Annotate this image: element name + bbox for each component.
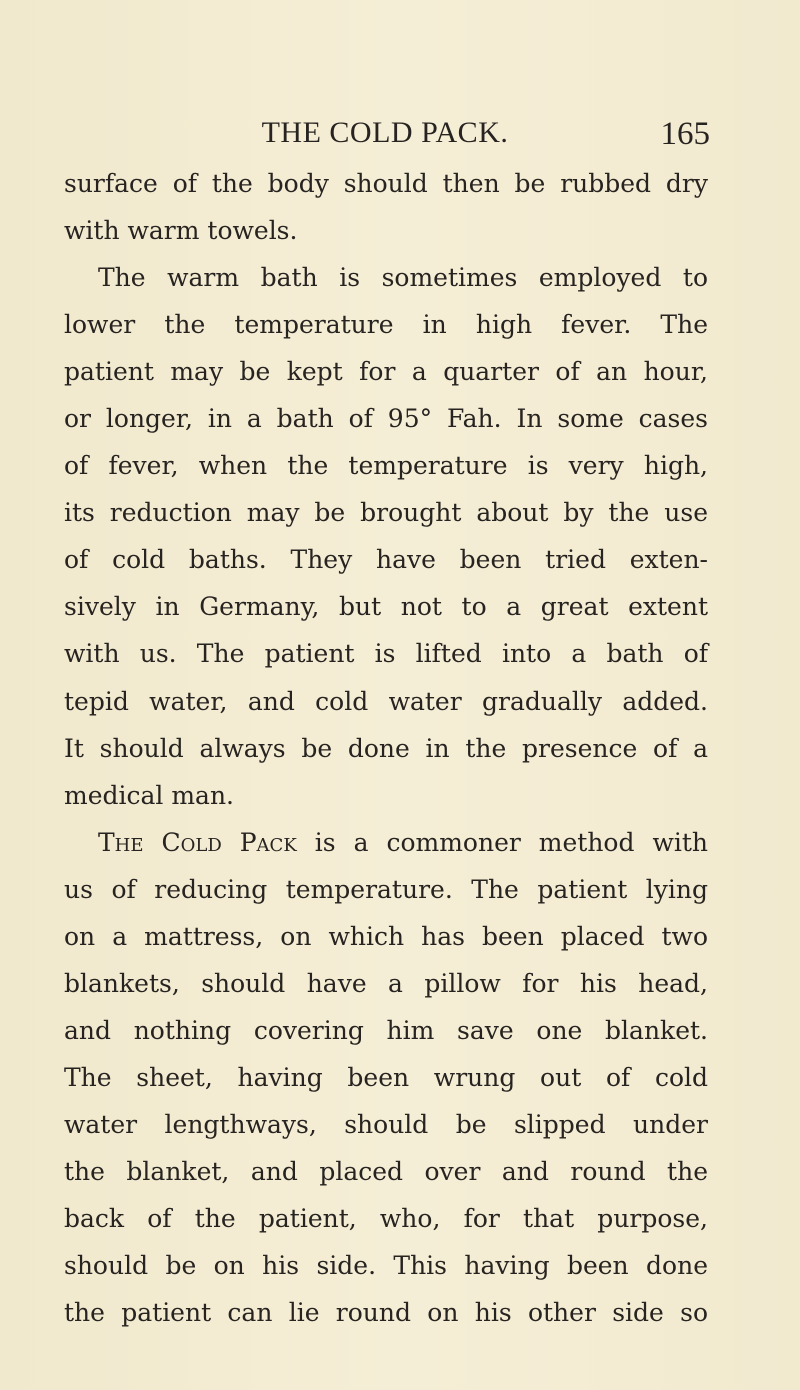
text-line: medical man. <box>64 780 235 810</box>
text-line: or longer, in a bath of 95° Fah. In some cases <box>64 404 708 434</box>
text-line: with warm towels. <box>64 216 298 246</box>
text-line: blankets, should have a pillow for his head, <box>64 968 708 998</box>
text-line: water lengthways, should be slipped under <box>64 1109 708 1139</box>
text-line: sively in Germany, but not to a great extent <box>64 592 708 622</box>
body-text <box>64 160 708 1336</box>
text-line: the blanket, and placed over and round the <box>64 1156 708 1186</box>
text-line: surface of the body should then be rubbed dry <box>64 169 708 198</box>
text-line: of fever, when the temperature is very high, <box>64 451 708 481</box>
text-line: us of reducing temperature. The patient lying <box>64 874 708 904</box>
text-line: back of the patient, who, for that purpose, <box>64 1204 708 1234</box>
text-line: The warm bath is sometimes employed to <box>98 263 708 293</box>
text-line: on a mattress, on which has been placed two <box>64 921 708 951</box>
text-line: of cold baths. They have been tried exten- <box>64 545 708 575</box>
text-line: with us. The patient is lifted into a bath of <box>64 639 708 669</box>
section-heading: The Cold Pack <box>98 827 297 857</box>
text-line: should be on his side. This having been done <box>64 1251 708 1281</box>
text-line: It should always be done in the presence of a <box>64 733 708 763</box>
text-fragment: is a commoner method with <box>314 827 709 857</box>
text-line: tepid water, and cold water gradually added. <box>64 686 708 716</box>
text-line: patient may be kept for a quarter of an hour, <box>64 357 708 387</box>
text-line: and nothing covering him save one blanket. <box>64 1015 708 1045</box>
running-head <box>60 116 710 156</box>
text-line <box>64 819 708 866</box>
text-line: the patient can lie round on his other side so <box>64 1298 708 1328</box>
page-number: 165 <box>660 116 710 152</box>
text-line: lower the temperature in high fever. The <box>64 310 708 340</box>
running-title: THE COLD PACK. <box>261 116 509 149</box>
text-line: its reduction may be brought about by the use <box>64 498 708 528</box>
text-line: The sheet, having been wrung out of cold <box>64 1062 708 1092</box>
